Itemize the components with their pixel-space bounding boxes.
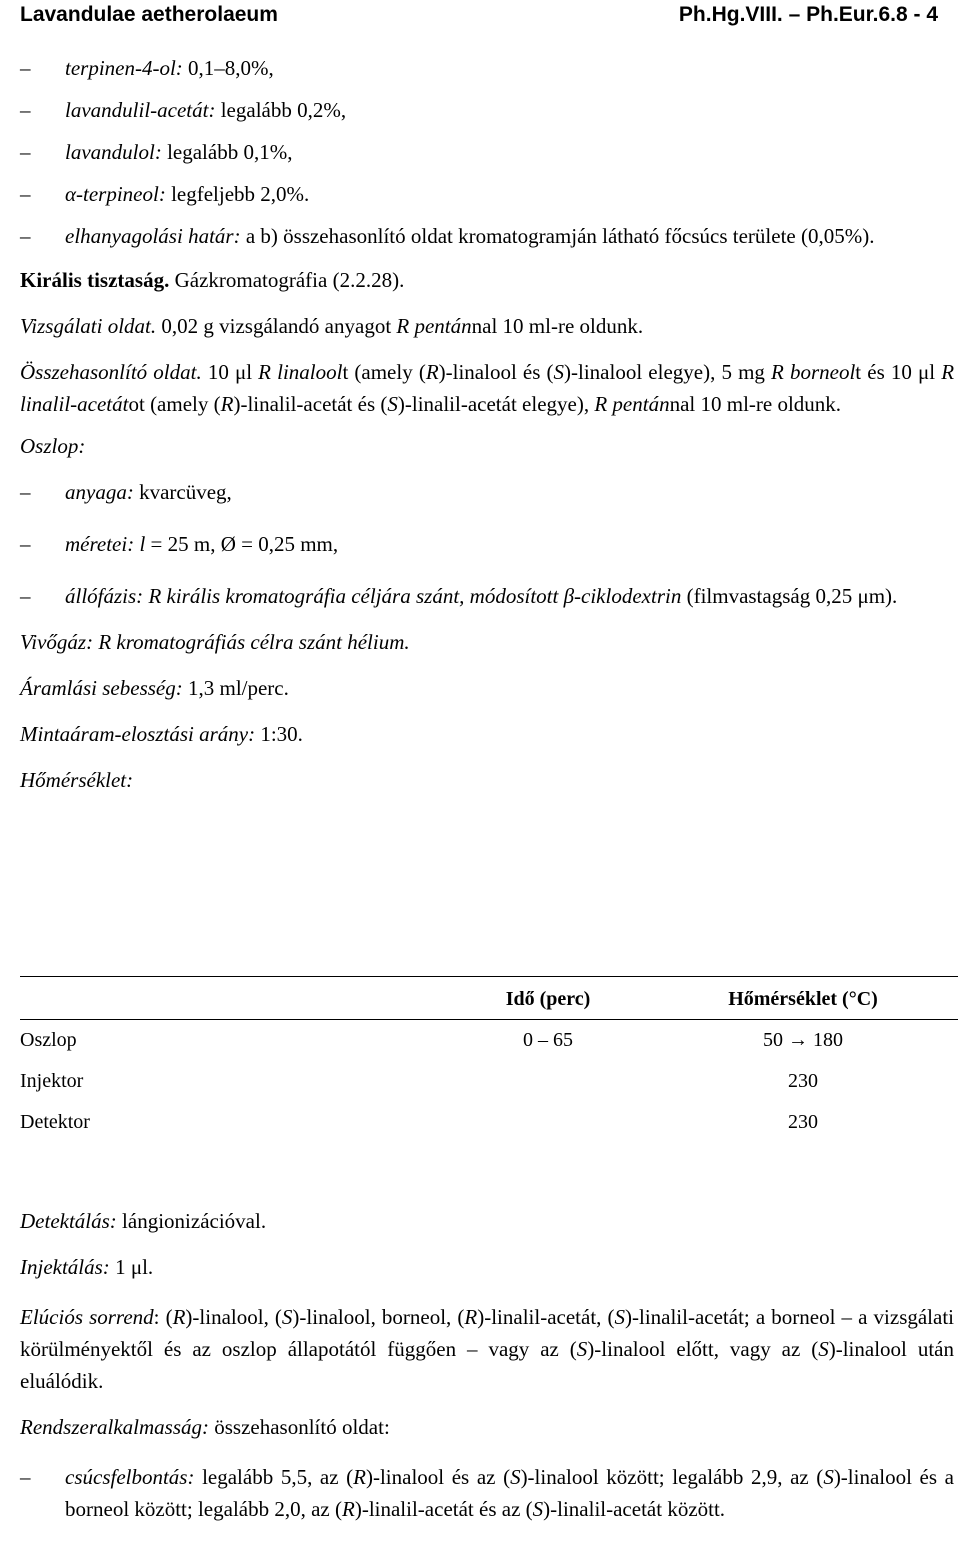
column-stationary-phase: – állófázis: R királis kromatográfia céljára szánt, módosított β-ciklodextrin (filmvastagság 0,25 μm). (20, 580, 954, 612)
column-heading: Oszlop: (20, 434, 86, 458)
system-suitability: Rendszeralkalmasság: összehasonlító oldat: (20, 1415, 390, 1439)
limit-item: – lavandulol: legalább 0,1%, (20, 136, 954, 168)
table-row: Injektor 230 (20, 1070, 818, 1092)
limit-item: – elhanyagolási határ: a b) összehasonlító oldat kromatogramján látható főcsúcs területe (0,05%). (20, 220, 954, 252)
limit-item: – lavandulil-acetát: legalább 0,2%, (20, 94, 954, 126)
table-header-row (20, 977, 958, 1020)
temperature-table (20, 976, 958, 1143)
table-header-cell (20, 977, 448, 1020)
elution-order: Elúciós sorrend: (R)-linalool, (S)-linalool, borneol, (R)-linalil-acetát, (S)-linalil-acetát; a borneol – a vizsgálati körülményektől és az oszlop állapotától függően – vagy az (S)-linalool előtt, vagy az (S)-linalool után eluálódik. (20, 1305, 955, 1393)
detection: Detektálás: lángionizációval. (20, 1209, 267, 1233)
test-solution: Vizsgálati oldat. 0,02 g vizsgálandó anyagot R pentánnal 10 ml-re oldunk. (20, 314, 644, 338)
monograph-title: Lavandulae aetherolaeum (20, 3, 278, 26)
limit-item: – α-terpineol: legfeljebb 2,0%. (20, 178, 954, 210)
reference-solution: Összehasonlító oldat. 10 μl R linaloolt (amely (R)-linalool és (S)-linalool elegye), 5 mg R borneolt és 10 μl R linalil-acetátot (amely (R)-linalil-acetát és (S)-linalil-acetát elegye), R pentánnal 10 ml-re oldunk. (20, 360, 955, 416)
temperature-heading: Hőmérséklet: (20, 768, 134, 792)
table-header-cell: Hőmérséklet (°C) (648, 977, 958, 1020)
limit-item: – terpinen-4-ol: 0,1–8,0%, (20, 52, 954, 84)
injection: Injektálás: 1 μl. (20, 1255, 154, 1279)
flow-rate: Áramlási sebesség: 1,3 ml/perc. (20, 676, 289, 700)
running-header (20, 0, 938, 30)
document-body (20, 52, 954, 796)
table-row: Oszlop 0 – 65 50 → 180 (20, 1029, 843, 1051)
pharmacopoeia-reference: Ph.Hg.VIII. – Ph.Eur.6.8 - 4 (678, 3, 938, 26)
document-body-continued (20, 1205, 954, 1525)
chiral-purity-heading: Királis tisztaság. Gázkromatográfia (2.2.28). (20, 268, 405, 292)
table-header-cell: Idő (perc) (448, 977, 648, 1020)
carrier-gas: Vivőgáz: R kromatográfiás célra szánt hélium. (20, 630, 410, 654)
column-material: – anyaga: kvarcüveg, (20, 476, 954, 508)
table-row: Detektor 230 (20, 1111, 818, 1133)
split-ratio: Mintaáram-elosztási arány: 1:30. (20, 722, 303, 746)
peak-resolution: – csúcsfelbontás: legalább 5,5, az (R)-linalool és az (S)-linalool között; legalább 2,9, az (S)-linalool és a borneol között; legalább 2,0, az (R)-linalil-acetát és az (S)-linalil-acetát között. (20, 1461, 954, 1525)
column-dimensions: – méretei: l = 25 m, Ø = 0,25 mm, (20, 528, 954, 560)
